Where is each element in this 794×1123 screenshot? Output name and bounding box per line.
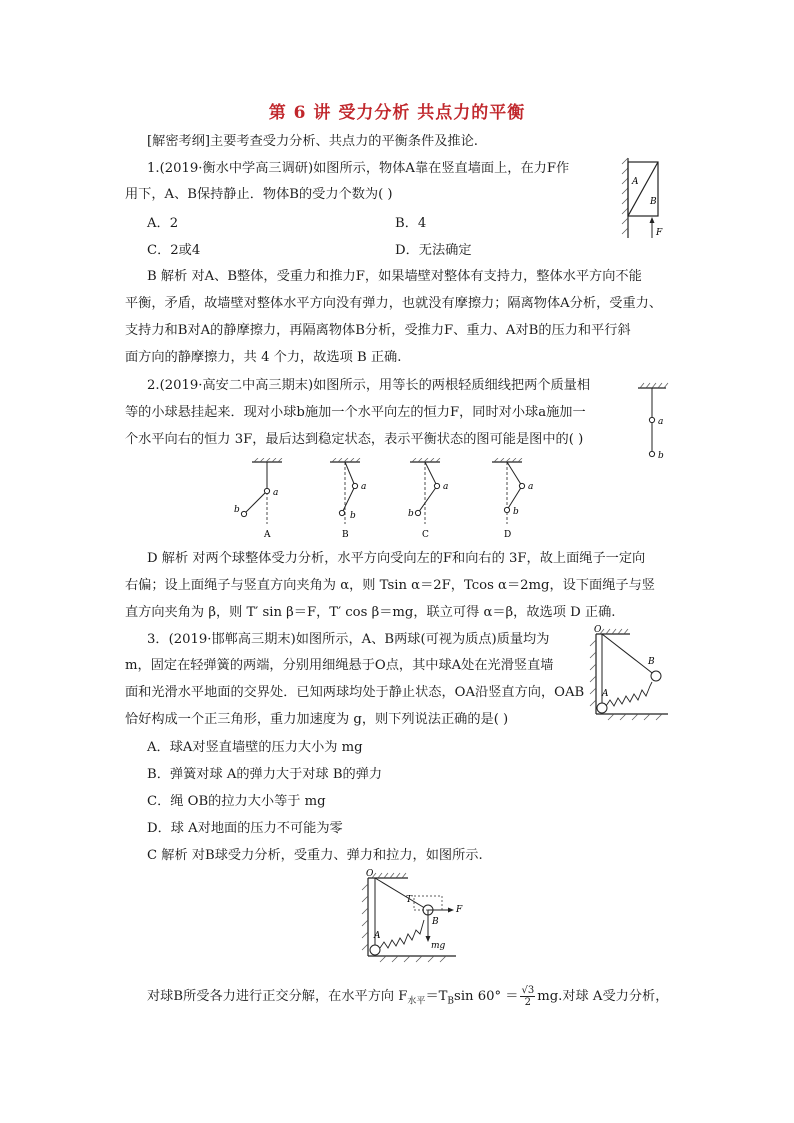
q1-label-b: B bbox=[650, 197, 657, 207]
q3-last-mid: ＝T bbox=[425, 989, 448, 1004]
q3-label-b: B bbox=[648, 657, 655, 667]
q2-initial-figure bbox=[632, 382, 672, 462]
q2-answer-1: D 解析 对两个球整体受力分析，水平方向受向左的F和向右的 3F，故上面绳子一定向 bbox=[147, 551, 646, 566]
svg-text:a: a bbox=[273, 488, 279, 498]
q1-answer-3: 支持力和B对A的静摩擦力，再隔离物体B分析，受推力F、重力、A对B的压力和平行斜 bbox=[125, 323, 631, 338]
svg-text:b: b bbox=[408, 509, 414, 519]
q3-line-3: 面和光滑水平地面的交界处．已知两球均处于静止状态，OA沿竖直方向，OAB bbox=[125, 685, 585, 700]
q3-frac-num: √3 bbox=[521, 985, 535, 996]
q3-figure bbox=[588, 624, 674, 722]
q2-line-2: 等的小球悬挂起来．现对小球b施加一个水平向左的恒力F，同时对小球a施加一 bbox=[125, 405, 586, 420]
q2-choice-d bbox=[492, 458, 533, 524]
q2-answer-2: 右偏；设上面绳子与竖直方向夹角为 α，则 Tsin α＝2F，Tcos α＝2mg，设下面绳子与竖 bbox=[125, 578, 655, 593]
q3-answer-label-o: O bbox=[366, 869, 374, 879]
q2-caption-b: B bbox=[342, 530, 349, 540]
q3-option-d: D．球 A对地面的压力不可能为零 bbox=[147, 821, 343, 836]
q3-line-1: 3．(2019·邯郸高三期末)如图所示，A、B两球(可视为质点)质量均为 bbox=[147, 632, 550, 647]
q3-fraction bbox=[520, 985, 535, 1008]
q1-figure bbox=[620, 156, 670, 240]
q2-choice-c bbox=[408, 458, 448, 524]
q3-answer-label-f: F bbox=[456, 905, 463, 915]
q3-last-end: mg.对球 A受力分析， bbox=[537, 989, 669, 1004]
q2-choice-b bbox=[330, 458, 366, 524]
q3-answer-label-mg: mg bbox=[431, 941, 446, 951]
q1-option-b: B．4 bbox=[395, 216, 427, 231]
q3-last-sub2: B bbox=[447, 996, 455, 1007]
svg-text:b: b bbox=[350, 511, 356, 521]
q1-answer-2: 平衡，矛盾，故墙壁对整体水平方向没有弹力，也就没有摩擦力；隔离物体A分析，受重力、 bbox=[125, 296, 663, 311]
q3-answer-1: C 解析 对B球受力分析，受重力、弹力和拉力，如图所示. bbox=[147, 848, 483, 863]
intro-text: [解密考纲]主要考查受力分析、共点力的平衡条件及推论. bbox=[147, 134, 478, 149]
q2-label-a: a bbox=[658, 417, 664, 427]
q3-frac-den: 2 bbox=[524, 997, 532, 1008]
q3-last-post: sin 60° ＝ bbox=[454, 989, 519, 1004]
q3-answer-label-t: T bbox=[406, 895, 413, 905]
q1-line-1: 1.(2019·衡水中学高三调研)如图所示，物体A靠在竖直墙面上，在力F作 bbox=[147, 161, 570, 176]
q2-line-3: 个水平向右的恒力 3F，最后达到稳定状态，表示平衡状态的图可能是图中的( ) bbox=[125, 432, 584, 447]
q3-option-b: B．弹簧对球 A的弹力大于对球 B的弹力 bbox=[147, 767, 383, 782]
page-title: 第 6 讲 受力分析 共点力的平衡 bbox=[268, 103, 526, 123]
q2-choice-a bbox=[234, 458, 282, 524]
q3-answer-figure bbox=[360, 868, 470, 964]
q1-label-a: A bbox=[632, 177, 639, 187]
q3-answer-label-a: A bbox=[374, 931, 381, 941]
q1-option-a: A．2 bbox=[147, 216, 179, 231]
q3-label-a: A bbox=[602, 689, 609, 699]
q3-last-sub: 水平 bbox=[407, 996, 426, 1007]
q2-answer-3: 直方向夹角为 β，则 T′ sin β＝F，T′ cos β＝mg，联立可得 α＝β，故选项 D 正确. bbox=[125, 605, 616, 620]
svg-text:b: b bbox=[513, 507, 519, 517]
q3-option-c: C．绳 OB的拉力大小等于 mg bbox=[147, 794, 326, 809]
q3-last-line bbox=[147, 985, 668, 1011]
svg-text:a: a bbox=[443, 482, 449, 492]
q1-answer-1: B 解析 对A、B整体，受重力和推力F，如果墙壁对整体有支持力，整体水平方向不能 bbox=[147, 269, 642, 284]
svg-text:b: b bbox=[234, 505, 240, 515]
q2-label-b: b bbox=[658, 451, 664, 461]
q3-answer-label-b: B bbox=[432, 917, 439, 927]
q3-line-4: 恰好构成一个正三角形，重力加速度为 g，则下列说法正确的是( ) bbox=[125, 712, 509, 727]
q3-last-pre: 对球B所受各力进行正交分解，在水平方向 F bbox=[147, 989, 408, 1004]
svg-text:a: a bbox=[361, 482, 367, 492]
q3-label-o: O bbox=[594, 625, 602, 635]
q1-option-d: D．无法确定 bbox=[395, 243, 472, 258]
q1-option-c: C．2或4 bbox=[147, 243, 201, 258]
q2-line-1: 2.(2019·高安二中高三期末)如图所示，用等长的两根轻质细线把两个质量相 bbox=[147, 378, 591, 393]
q2-choice-figures bbox=[230, 458, 560, 542]
svg-text:a: a bbox=[528, 482, 534, 492]
q2-caption-c: C bbox=[422, 530, 429, 540]
q1-line-2: 用下，A、B保持静止．物体B的受力个数为( ) bbox=[125, 187, 393, 202]
q1-answer-4: 面方向的静摩擦力，共 4 个力，故选项 B 正确. bbox=[125, 350, 402, 365]
q2-caption-d: D bbox=[504, 530, 512, 540]
q3-option-a: A．球A对竖直墙壁的压力大小为 mg bbox=[147, 740, 363, 755]
q1-label-f: F bbox=[656, 228, 663, 238]
q2-caption-a: A bbox=[264, 530, 271, 540]
q3-line-2: m，固定在轻弹簧的两端，分别用细绳悬于O点，其中球A处在光滑竖直墙 bbox=[125, 658, 554, 673]
